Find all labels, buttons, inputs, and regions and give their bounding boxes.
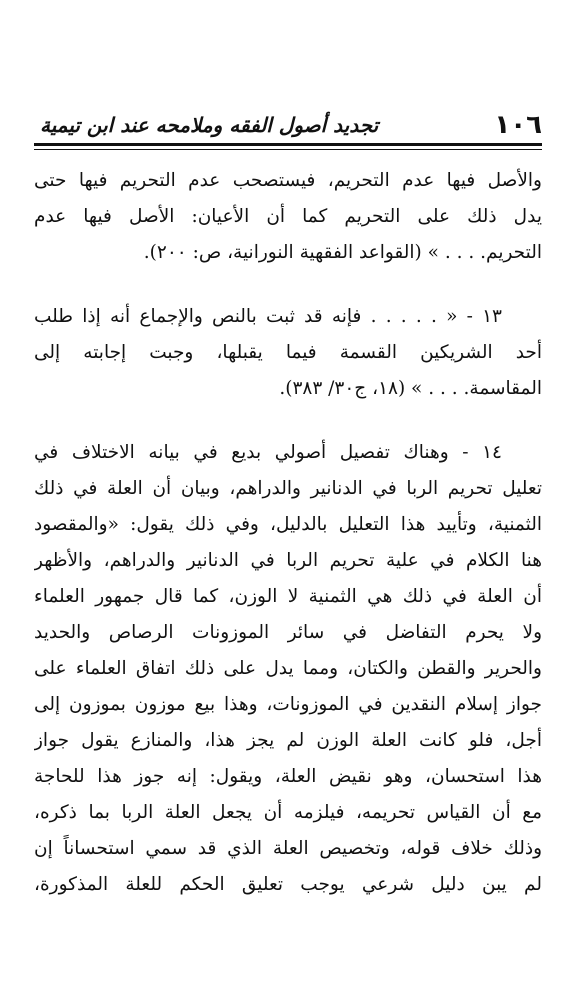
running-header bbox=[40, 106, 542, 140]
text-line: هنا الكلام في علية تحريم الربا في الدنانير والدراهم، والأظهر bbox=[34, 550, 542, 571]
text-line: ١٣ - « . . . . . فإنه قد ثبت بالنص والإجماع أنه إذا طلب bbox=[34, 306, 502, 327]
text-line: الثمنية، وتأييد هذا التعليل بالدليل، وفي ذلك يقول: «والمقصود bbox=[34, 514, 542, 535]
text-line: أحد الشريكين القسمة فيما يقبلها، وجبت إجابته إلى bbox=[34, 342, 542, 363]
text-line: ١٤ - وهناك تفصيل أصولي بديع في بيانه الاختلاف في bbox=[34, 442, 502, 463]
paragraph-spacer bbox=[34, 271, 542, 299]
body-text bbox=[34, 163, 542, 903]
text-line: جواز إسلام النقدين في الموزونات، وهذا بيع موزون بموزون إلى bbox=[34, 694, 542, 715]
text-line: المقاسمة. . . . » (١٨، ج٣٠/ ٣٨٣). bbox=[279, 378, 542, 399]
text-line: أجل، فلو كانت العلة الوزن لم يجز هذا، والمنازع يقول جواز bbox=[34, 730, 542, 751]
text-line: التحريم. . . . » (القواعد الفقهية النورانية، ص: ٢٠٠). bbox=[143, 242, 542, 263]
text-line: والأصل فيها عدم التحريم، فيستصحب عدم التحريم فيها حتى bbox=[34, 170, 542, 191]
text-line: أن العلة في ذلك هي الثمنية لا الوزن، كما قال جمهور العلماء bbox=[34, 586, 542, 607]
paragraph-13 bbox=[34, 299, 542, 407]
paragraph-continuation bbox=[34, 163, 542, 271]
text-line: مع أن القياس تحريمه، فيلزمه أن يجعل العلة الربا بما ذكره، bbox=[34, 802, 542, 823]
header-rule-thick bbox=[34, 143, 542, 146]
page-number: ١٠٦ bbox=[494, 110, 542, 140]
text-line: هذا استحسان، وهو نقيض العلة، ويقول: إنه جوز هذا للحاجة bbox=[34, 766, 542, 787]
text-line: والحرير والقطن والكتان، ومما يدل على ذلك اتفاق العلماء على bbox=[34, 658, 542, 679]
text-line: لم يبن دليل شرعي يوجب تعليق الحكم للعلة المذكورة، bbox=[34, 874, 542, 895]
paragraph-14 bbox=[34, 435, 542, 903]
paragraph-spacer bbox=[34, 407, 542, 435]
header-rule-thin bbox=[34, 149, 542, 150]
text-line: ولا يحرم التفاضل في سائر الموزونات الرصاص والحديد bbox=[34, 622, 542, 643]
text-line: يدل ذلك على التحريم كما أن الأعيان: الأصل فيها عدم bbox=[34, 206, 542, 227]
book-title: تجديد أصول الفقه وملامحه عند ابن تيمية bbox=[40, 113, 379, 137]
text-line: تعليل تحريم الربا في الدنانير والدراهم، وبيان أن العلة في ذلك bbox=[34, 478, 542, 499]
text-line: وذلك خلاف قوله، وتخصيص العلة الذي قد سمي استحساناً إن bbox=[34, 838, 542, 859]
